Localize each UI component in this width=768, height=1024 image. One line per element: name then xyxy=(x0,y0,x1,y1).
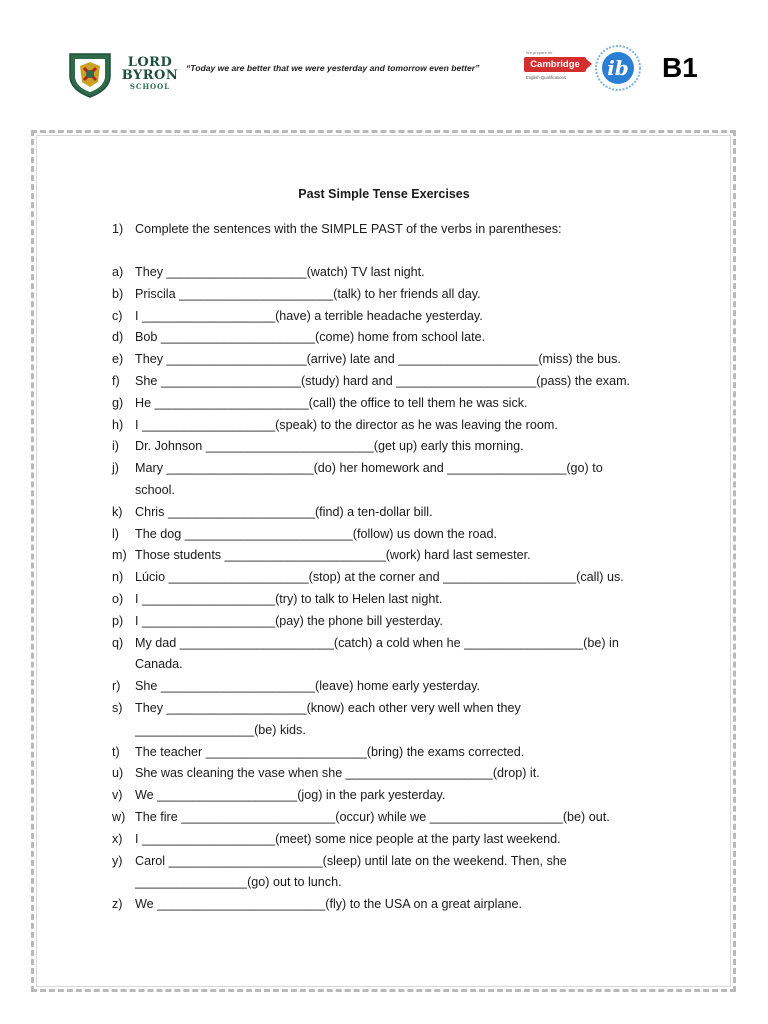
cambridge-sub-text: English Qualifications xyxy=(526,75,567,80)
cambridge-logo xyxy=(524,50,596,84)
exercise-sentence: ________________(go) out to lunch. xyxy=(135,875,342,890)
school-crest-icon xyxy=(68,52,112,98)
exercise-item xyxy=(112,393,672,415)
school-motto: “Today we are better that we were yesterday and tomorrow even better” xyxy=(186,63,480,73)
exercise-sentence: Canada. xyxy=(135,657,183,672)
exercise-item xyxy=(112,306,672,328)
exercise-sentence: I ___________________(have) a terrible headache yesterday. xyxy=(135,308,483,323)
exercise-letter: x) xyxy=(112,831,123,846)
exercise-sentence: Dr. Johnson ________________________(get up) early this morning. xyxy=(135,439,524,454)
exercise-sentence: Carol ______________________(sleep) until late on the weekend. Then, she xyxy=(135,853,567,868)
exercise-item xyxy=(112,502,672,524)
exercise-letter: e) xyxy=(112,352,124,367)
exercise-item xyxy=(112,633,672,677)
ib-logo-icon xyxy=(594,44,642,92)
exercise-item xyxy=(112,785,672,807)
worksheet-title: Past Simple Tense Exercises xyxy=(298,187,470,201)
instruction-number: 1) xyxy=(112,222,124,236)
exercise-sentence: They ____________________(arrive) late and ____________________(miss) the bus. xyxy=(135,352,621,367)
exercise-item xyxy=(112,763,672,785)
exercise-sentence: Priscila ______________________(talk) to her friends all day. xyxy=(135,286,481,301)
exercise-letter: u) xyxy=(112,766,124,781)
exercise-sentence: She was cleaning the vase when she _____________________(drop) it. xyxy=(135,766,540,781)
exercise-sentence: She ____________________(study) hard and ____________________(pass) the exam. xyxy=(135,373,631,388)
exercise-letter: w) xyxy=(112,809,126,824)
exercise-sentence: school. xyxy=(135,482,175,497)
exercise-item xyxy=(112,851,672,895)
exercise-sentence: She ______________________(leave) home early yesterday. xyxy=(135,679,480,694)
exercise-letter: i) xyxy=(112,439,119,454)
exercise-item xyxy=(112,284,672,306)
exercise-item xyxy=(112,567,672,589)
exercise-sentence: I ___________________(meet) some nice people at the party last weekend. xyxy=(135,831,561,846)
exercise-item xyxy=(112,371,672,393)
exercise-sentence: Bob ______________________(come) home from school late. xyxy=(135,330,486,345)
exercise-item xyxy=(112,807,672,829)
exercise-sentence: He ______________________(call) the office to tell them he was sick. xyxy=(135,395,528,410)
exercise-sentence: They ____________________(know) each other very well when they xyxy=(135,700,521,715)
exercise-letter: j) xyxy=(112,461,119,476)
exercise-sentence: We ________________________(fly) to the USA on a great airplane. xyxy=(135,897,522,912)
exercise-letter: t) xyxy=(112,744,120,759)
level-label: B1 xyxy=(662,52,698,83)
exercise-sentence: The teacher _______________________(bring) the exams corrected. xyxy=(135,744,525,759)
school-name: LORD BYRON SCHOOL xyxy=(121,55,179,91)
exercise-instruction xyxy=(112,222,562,236)
exercise-item xyxy=(112,676,672,698)
exercise-letter: p) xyxy=(112,613,124,628)
exercise-letter: a) xyxy=(112,265,124,279)
exercise-item xyxy=(112,327,672,349)
exercise-letter: c) xyxy=(112,308,123,323)
exercise-letter: l) xyxy=(112,526,119,541)
exercise-letter: b) xyxy=(112,286,124,301)
cambridge-pre-text: We prepare for xyxy=(526,50,553,55)
exercise-sentence: My dad ______________________(catch) a cold when he _________________(be) in xyxy=(135,635,619,650)
exercise-letter: y) xyxy=(112,853,123,868)
exercise-letter: k) xyxy=(112,504,123,519)
exercise-sentence: Lúcio ____________________(stop) at the corner and ___________________(call) us. xyxy=(135,570,624,585)
exercise-item xyxy=(112,545,672,567)
exercise-letter: n) xyxy=(112,570,124,585)
exercise-letter: d) xyxy=(112,330,124,345)
ib-logo-text: ib xyxy=(607,56,629,80)
exercise-sentence: They ____________________(watch) TV last night. xyxy=(135,265,425,279)
exercise-sentence: Mary _____________________(do) her homework and _________________(go) to xyxy=(135,461,603,476)
exercise-sentence: Chris _____________________(find) a ten-dollar bill. xyxy=(135,504,433,519)
exercise-item xyxy=(112,742,672,764)
exercise-item xyxy=(112,262,672,284)
exercise-sentence: Those students _______________________(work) hard last semester. xyxy=(135,548,531,563)
exercise-letter: q) xyxy=(112,635,124,650)
exercise-item xyxy=(112,894,672,916)
cambridge-badge: Cambridge xyxy=(524,57,586,72)
cambridge-arrow-icon xyxy=(584,57,592,71)
exercise-item xyxy=(112,589,672,611)
exercise-letter: m) xyxy=(112,548,127,563)
exercise-sentence: The fire ______________________(occur) while we ___________________(be) out. xyxy=(135,809,610,824)
exercise-item xyxy=(112,349,672,371)
exercise-item xyxy=(112,611,672,633)
exercise-item xyxy=(112,436,672,458)
exercise-letter: v) xyxy=(112,788,123,803)
page-header xyxy=(0,0,768,120)
exercise-letter: f) xyxy=(112,373,120,388)
exercise-item xyxy=(112,698,672,742)
exercise-sentence: I ___________________(speak) to the director as he was leaving the room. xyxy=(135,417,558,432)
exercise-sentence: The dog ________________________(follow) us down the road. xyxy=(135,526,498,541)
exercise-sentence: I ___________________(try) to talk to Helen last night. xyxy=(135,591,443,606)
exercise-list xyxy=(112,262,672,916)
exercise-sentence: I ___________________(pay) the phone bill yesterday. xyxy=(135,613,443,628)
exercise-item xyxy=(112,524,672,546)
instruction-text: Complete the sentences with the SIMPLE PAST of the verbs in parentheses: xyxy=(135,222,562,236)
exercise-item xyxy=(112,829,672,851)
exercise-letter: o) xyxy=(112,591,124,606)
exercise-item xyxy=(112,415,672,437)
exercise-letter: h) xyxy=(112,417,124,432)
exercise-item xyxy=(112,458,672,502)
exercise-letter: s) xyxy=(112,700,123,715)
exercise-sentence: _________________(be) kids. xyxy=(135,722,306,737)
exercise-sentence: We ____________________(jog) in the park yesterday. xyxy=(135,788,446,803)
exercise-letter: z) xyxy=(112,897,123,912)
exercise-letter: r) xyxy=(112,679,121,694)
exercise-letter: g) xyxy=(112,395,124,410)
